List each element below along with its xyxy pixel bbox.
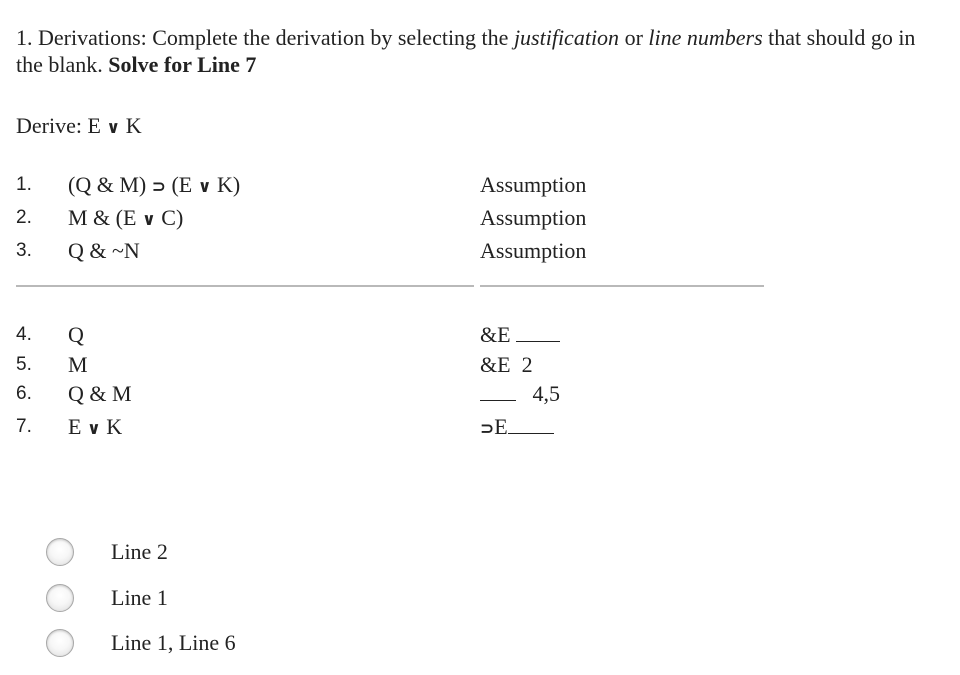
radio-button[interactable] (46, 584, 74, 612)
rule-name: &E (480, 352, 511, 377)
option-label[interactable]: Line 1 (111, 585, 168, 610)
line-formula (68, 170, 240, 202)
derivation-line-1 (0, 170, 960, 200)
line-justification: Assumption (480, 238, 587, 263)
line-number: 1. (16, 174, 32, 195)
question-instruction: Solve for Line 7 (108, 52, 257, 77)
rule-name: &E (480, 322, 511, 347)
line-number: 3. (16, 240, 32, 261)
derive-tail: K (120, 113, 142, 138)
derivation-line-7 (0, 412, 960, 442)
blank-slot (508, 415, 554, 434)
derive-goal (16, 113, 142, 139)
line-justification: Assumption (480, 172, 587, 197)
formula-part: E (68, 414, 87, 439)
line-formula: M (68, 352, 88, 377)
blank-slot (480, 382, 516, 401)
question-text-suffix: that should go in the blank. (16, 25, 916, 77)
derivation-line-4 (0, 320, 960, 350)
radio-button[interactable] (46, 538, 74, 566)
question-emphasis-line-numbers: line numbers (648, 25, 763, 50)
line-number: 4. (16, 324, 32, 345)
line-number: 6. (16, 383, 32, 404)
line-formula: Q (68, 322, 84, 347)
formula-part: K) (211, 172, 241, 197)
derivation-line-3 (0, 236, 960, 266)
option-label[interactable]: Line 1, Line 6 (111, 630, 236, 655)
option-label[interactable]: Line 2 (111, 539, 168, 564)
derive-label: Derive: E (16, 113, 107, 138)
line-formula (68, 412, 122, 444)
question-emphasis-justification: justification (513, 25, 620, 50)
line-formula: Q & ~N (68, 238, 140, 263)
formula-part: C) (155, 205, 184, 230)
horseshoe-symbol: ⊃ (480, 419, 495, 439)
answer-option-line-1-line-6[interactable] (46, 627, 346, 663)
line-justification: Assumption (480, 205, 587, 230)
line-reference: 4,5 (532, 381, 560, 406)
vee-symbol: ∨ (86, 419, 101, 439)
line-reference: 2 (521, 352, 533, 377)
line-formula (68, 203, 183, 235)
line-justification (480, 379, 560, 409)
radio-button[interactable] (46, 629, 74, 657)
line-justification (480, 320, 560, 350)
line-number: 5. (16, 354, 32, 375)
derivation-line-5 (0, 350, 960, 380)
assumption-divider-right (480, 285, 764, 287)
formula-part: (Q & M) (68, 172, 152, 197)
line-formula: Q & M (68, 381, 132, 406)
derivation-line-6 (0, 379, 960, 409)
rule-name: E (494, 414, 508, 439)
formula-part: K (100, 414, 123, 439)
assumption-divider-left (16, 285, 474, 287)
question-text-prefix: 1. Derivations: Complete the derivation by selecting the (16, 25, 514, 50)
derivation-line-2 (0, 203, 960, 233)
line-justification (480, 412, 554, 444)
vee-symbol: ∨ (106, 118, 121, 138)
question-text-or: or (619, 25, 649, 50)
horseshoe-symbol: ⊃ (151, 177, 166, 197)
line-number: 2. (16, 207, 32, 228)
vee-symbol: ∨ (141, 210, 156, 230)
vee-symbol: ∨ (197, 177, 212, 197)
question-prompt (16, 24, 916, 78)
answer-option-line-2[interactable] (46, 536, 346, 572)
formula-part: (E (165, 172, 198, 197)
blank-slot (516, 323, 560, 342)
line-number: 7. (16, 416, 32, 437)
line-justification (480, 350, 533, 380)
answer-option-line-1[interactable] (46, 582, 346, 618)
formula-part: M & (E (68, 205, 142, 230)
